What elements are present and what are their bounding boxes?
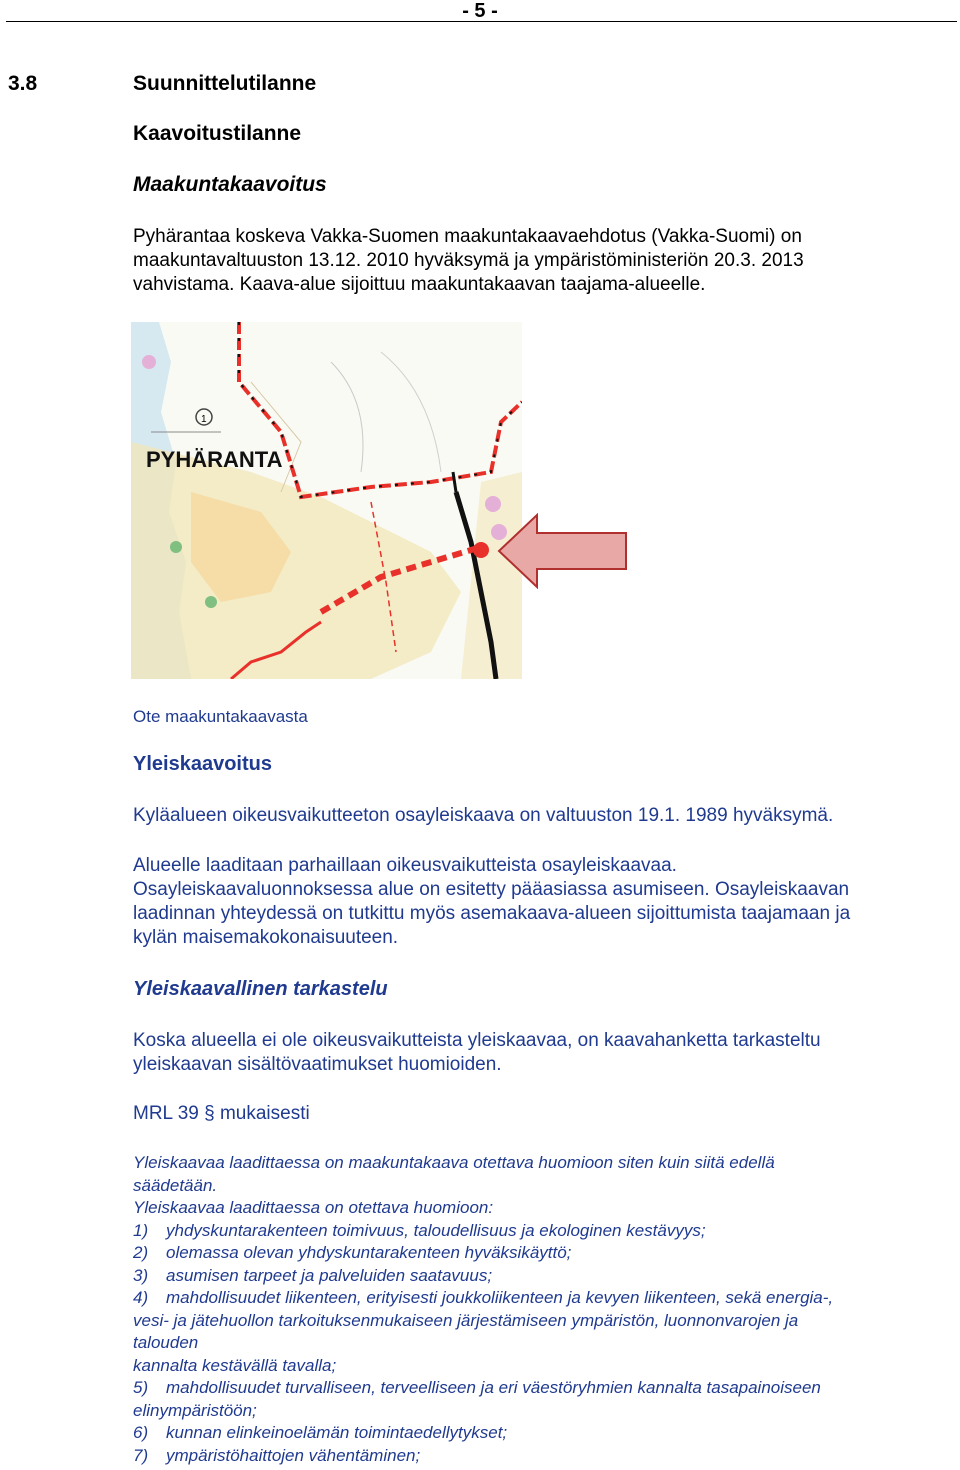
mrl-reference: MRL 39 § mukaisesti [133, 1103, 310, 1124]
section-number: 3.8 [8, 72, 38, 95]
list-item: 6) kunnan elinkeinoelämän toimintaedellytykset; [133, 1423, 508, 1442]
law-line: säädetään. [133, 1175, 218, 1195]
map-place-label: PYHÄRANTA [146, 447, 283, 472]
law-line: Yleiskaavaa laadittaessa on maakuntakaava otettava huomioon siten kuin siitä edellä [133, 1153, 775, 1172]
paragraph-line: vahvistama. Kaava-alue sijoittuu maakuntakaavan taajama-alueelle. [133, 274, 706, 295]
paragraph-line: maakuntavaltuuston 13.12. 2010 hyväksymä ja ympäristöministeriön 20.3. 2013 [133, 250, 804, 271]
header-rule [6, 21, 957, 22]
yleiskaavoitus-heading: Yleiskaavoitus [133, 753, 272, 775]
maakuntakaavoitus-heading: Maakuntakaavoitus [133, 173, 327, 196]
list-continuation: talouden [133, 1333, 199, 1352]
law-line: Yleiskaavaa laadittaessa on otettava huomioon: [133, 1198, 494, 1217]
paragraph-line: Osayleiskaavaluonnoksessa alue on esitetty pääasiassa asumiseen. Osayleiskaavan [133, 879, 850, 900]
tarkastelu-heading: Yleiskaavallinen tarkastelu [133, 978, 388, 1000]
list-item: 5) mahdollisuudet turvalliseen, terveelliseen ja eri väestöryhmien kannalta tasapainoiseen [133, 1378, 821, 1397]
list-item: 7) ympäristöhaittojen vähentäminen; [133, 1445, 421, 1465]
list-continuation: vesi- ja jätehuollon tarkoituksenmukaiseen järjestämiseen ympäristön, luonnonvarojen ja [133, 1310, 799, 1330]
kaavoitustilanne-heading: Kaavoitustilanne [133, 122, 302, 145]
yleiskaavoitus-line1: Kyläalueen oikeusvaikutteeton osayleiskaava on valtuuston 19.1. 1989 hyväksymä. [133, 805, 834, 826]
paragraph-line: laadinnan yhteydessä on tutkittu myös asemakaava-alueen sijoittumista taajamaan ja [133, 903, 851, 924]
page-number: - 5 - [462, 0, 498, 22]
list-continuation: elinympäristöön; [133, 1400, 257, 1420]
maakunta-paragraph [133, 225, 955, 297]
list-continuation: kannalta kestävällä tavalla; [133, 1355, 337, 1375]
paragraph-line: Pyhärantaa koskeva Vakka-Suomen maakuntakaavaehdotus (Vakka-Suomi) on [133, 226, 802, 247]
list-item: 4) mahdollisuudet liikenteen, erityisesti joukkoliikenteen ja kevyen liikenteen, sekä energia-, [133, 1288, 834, 1307]
paragraph-line: Koska alueella ei ole oikeusvaikutteista yleiskaavaa, on kaavahanketta tarkasteltu [133, 1030, 821, 1051]
tarkastelu-paragraph [133, 1029, 955, 1077]
list-item: 3) asumisen tarpeet ja palveluiden saatavuus; [133, 1265, 493, 1285]
list-item: 2) olemassa olevan yhdyskuntarakenteen hyväksikäyttö; [133, 1243, 572, 1262]
paragraph-line: kylän maisemakokonaisuuteen. [133, 927, 399, 948]
list-item: 1) yhdyskuntarakenteen toimivuus, taloudellisuus ja ekologinen kestävyys; [133, 1220, 706, 1240]
left-arrow-icon [497, 513, 629, 589]
law-intro [133, 1152, 955, 1467]
paragraph-line: yleiskaavan sisältövaatimukset huomioiden. [133, 1054, 502, 1075]
yleiskaavoitus-paragraph [133, 854, 955, 950]
regional-plan-map [131, 322, 522, 679]
map-caption: Ote maakuntakaavasta [133, 707, 308, 726]
paragraph-line: Alueelle laaditaan parhaillaan oikeusvaikutteista osayleiskaavaa. [133, 855, 677, 876]
svg-text:1: 1 [201, 414, 207, 425]
section-title: Suunnittelutilanne [133, 72, 317, 95]
